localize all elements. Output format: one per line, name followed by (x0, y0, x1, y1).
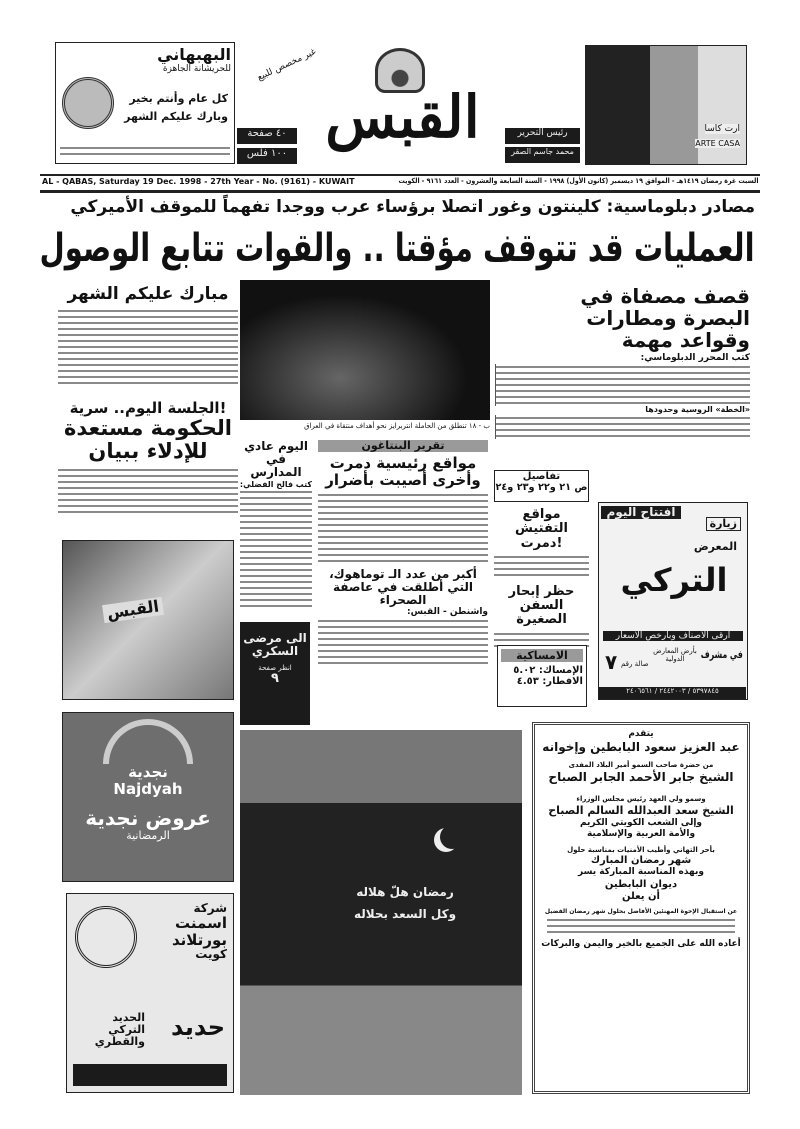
story-title: مبارك عليكم الشهر (67, 284, 229, 304)
story-title2: أكبر من عدد الـ توماهوك، التي أطلقت في عاصفة الصحراء (329, 567, 477, 608)
story-title: مواقع التفتيش دمرت! (515, 507, 568, 551)
box-title: الى مرضى السكري (243, 631, 307, 659)
ad-sub: للحريشانة الجاهزة (162, 63, 231, 74)
hall-label: صالة رقم (621, 660, 649, 668)
iftar-time: ٤.٥٣ (516, 676, 539, 687)
session-story (58, 400, 238, 515)
story-body (58, 308, 238, 386)
editor-label: رئيس التحرير (505, 128, 580, 144)
cement-ad[interactable] (66, 893, 234, 1093)
babtain-greeting-ad (532, 722, 750, 1094)
g-closing: أعاده الله على الجميع بالخير واليمن والبركات (541, 939, 741, 949)
story-title: الحكومة مستعدة للإدلاء ببيان (64, 415, 232, 463)
ad-brand: ارت كاسا (704, 124, 740, 134)
g-people: وإلى الشعب الكويتي الكريم (579, 817, 703, 828)
divider (40, 174, 760, 176)
divider (40, 190, 760, 193)
book-title: القبس (102, 597, 164, 623)
imsak-label: الإمساك: (538, 665, 583, 676)
today-banner: افتتاح اليوم (601, 506, 681, 519)
story-body (494, 554, 589, 580)
g-to-emir: من حضرة صاحب السمو أمير البلاد المفدى (568, 761, 714, 770)
location: في مشرف (701, 648, 743, 661)
g-details-more (547, 917, 735, 937)
masthead-right-ad[interactable] (585, 45, 747, 165)
brand-ar: نجدية (128, 763, 168, 781)
story-title: مواقع رئيسية دمرت وأخرى أصيبت بأضرار (325, 454, 481, 489)
ad-contact (60, 145, 230, 159)
g-nation: والأمة العربية والإسلامية (586, 828, 696, 839)
g-wishes: بأحر التهاني وأطيب الأمنيات بمناسبة حلول (567, 846, 715, 854)
diabetic-box[interactable] (240, 622, 310, 725)
ad-greeting2: وبارك عليكم الشهر (124, 110, 228, 123)
company-seal-icon (75, 906, 137, 968)
basra-title: قصف مصفاة في البصرة ومطارات وقواعد مهمة (580, 284, 750, 352)
details-pages: ص ٢١ و٢٢ و٢٣ و٢٤ (495, 482, 588, 493)
basra-subhead: «الخطة» الروسية وحدودها (645, 404, 750, 414)
basra-byline: كتب المحرر الدبلوماسي: (640, 353, 750, 363)
story-byline: كتب فالح الفضلي: (240, 479, 312, 489)
rainbow-icon (103, 719, 193, 764)
details-label: تفاصيل (522, 471, 561, 482)
company-country: كويت (195, 947, 227, 962)
ad-line2: وكل السعد بحلاله (353, 907, 457, 921)
pages-badge: ٤٠ صفحة (237, 128, 297, 144)
schools-story (240, 440, 312, 609)
story-title: اليوم عادي في المدارس (244, 439, 308, 480)
dateline-arabic: السبت غرة رمضان ١٤١٩هـ - الموافق ١٩ ديسمبر (كانون الأول) ١٩٩٨ - السنة السابعة والعشرون - العدد ٩١٦١ - الكويت (398, 177, 758, 185)
lead-headline: العمليات قد تتوقف مؤقتا .. والقوات تتابع الوصول (40, 226, 755, 271)
g-crown: الشيخ سعد العبدالله السالم الصباح (548, 803, 734, 817)
turkish-expo-ad[interactable] (598, 502, 748, 700)
g-month: شهر رمضان المبارك (590, 854, 692, 866)
g-to-crown: وسمو ولي العهد رئيس مجلس الوزراء (576, 795, 706, 803)
g-occasion: وبهذه المناسبة المباركة يسر (578, 867, 704, 878)
photo-caption: ب - ١٨ تنطلق من الحاملة انتربرايز نحو أهداف منتقاة في العراق (304, 422, 490, 430)
story-dateline: واشنطن - القبس: (406, 606, 488, 617)
basra-body (495, 364, 750, 406)
product: حديد (170, 1013, 225, 1041)
product-detail: الحديد التركي والقطري (94, 1011, 145, 1049)
g-diwan: ديوان البابطين (604, 878, 678, 890)
imsakiya-title: الامساكية (501, 649, 583, 662)
najdiyah-ad[interactable] (62, 712, 234, 882)
ad-greeting: كل عام وأنتم بخير (129, 92, 228, 105)
story-body (58, 467, 238, 515)
story-kicker: تقرير البنتاغون (318, 440, 488, 452)
box-ref: انظر صفحة (258, 664, 292, 673)
offer: عروض نجدية (85, 806, 211, 830)
story-kicker: الجلسة اليوم.. سرية! (69, 399, 227, 417)
lead-kicker: مصادر دبلوماسية: كلينتون وغور اتصلا برؤساء عرب ووجدا تفهماً للموقف الأميركي (70, 197, 755, 217)
company-block (139, 902, 227, 961)
imsak-row (501, 665, 583, 676)
brand-en: Najdyah (113, 779, 183, 798)
lead-photo (240, 280, 490, 420)
book-ad[interactable] (62, 540, 234, 700)
location-detail: بأرض المعارض الدولية (653, 647, 697, 664)
pentagon-story (318, 440, 488, 668)
masthead-left-ad[interactable] (55, 42, 235, 164)
ad-line1: رمضان هلّ هلاله (356, 885, 454, 899)
iftar-row (501, 676, 583, 687)
phones: ٥٣٩٧٨٤٥ / ٢٤٤٢٠٠٣ / ٢٤٠٦٥٦١ (599, 687, 746, 699)
price-badge: ١٠٠ فلس (237, 148, 297, 164)
ramadan-photo-ad[interactable] (240, 730, 522, 1095)
basra-details[interactable] (494, 470, 589, 502)
phones-bar (73, 1064, 227, 1086)
hall-number: ٧ (605, 650, 618, 674)
company-name: اسمنت بورتلاند (172, 914, 227, 949)
g-intro: يتقدم (628, 729, 654, 739)
dateline-english: AL - QABAS, Saturday 19 Dec. 1998 - 27th Year - No. (9161) - KUWAIT (42, 177, 355, 186)
ad-brand: البهبهاني (157, 45, 231, 64)
offer-sub: الرمضانية (126, 829, 170, 842)
story-body2 (318, 618, 488, 668)
ramadan-story (58, 285, 238, 386)
box-page: ٩ (271, 671, 279, 687)
g-announce: أن يعلن (622, 891, 660, 902)
basra-body-2 (495, 415, 750, 439)
inspection-story (494, 508, 589, 649)
g-details: عن استقبال الإخوة المهنئين الأفاضل بحلول شهر رمضان الفضيل (544, 907, 738, 915)
basra-story (495, 285, 750, 439)
tagline: أرقى الأصناف وبأرخص الأسعار (603, 631, 743, 641)
visit-label: زيارة (706, 517, 741, 531)
imsakiya-box (497, 645, 587, 707)
ad-brand-en: ARTE CASA (695, 139, 740, 148)
seal-icon (62, 77, 114, 129)
iftar-label: الافطار: (542, 676, 583, 687)
newspaper-logo: القبس (325, 83, 480, 151)
editor-name: محمد جاسم الصقر (505, 147, 580, 163)
g-emir: الشيخ جابر الأحمد الجابر الصباح (548, 770, 734, 784)
expo-name: التركي (620, 561, 728, 599)
expo-label: المعرض (693, 540, 737, 553)
boats-title: حظر إبحار السفن الصغيرة (508, 583, 575, 628)
crescent-moon-icon (440, 825, 464, 849)
imsak-time: ٥.٠٢ (513, 665, 536, 676)
g-sender: عبد العزيز سعود البابطين وإخوانه (542, 740, 740, 755)
story-body (318, 492, 488, 564)
not-for-sale: غير مخصص للبيع (255, 47, 318, 83)
story-body (240, 489, 312, 609)
company-label: شركة (193, 901, 227, 915)
